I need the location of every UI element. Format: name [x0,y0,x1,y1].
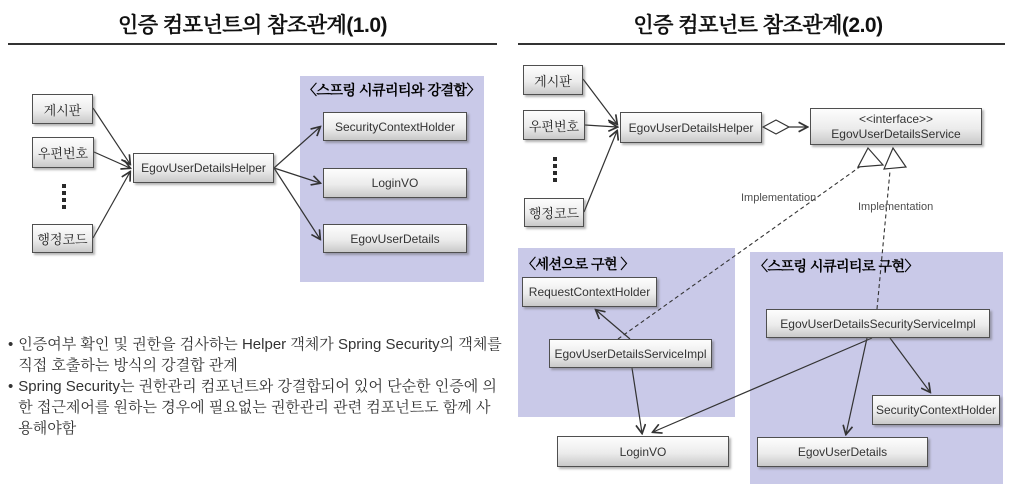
right-client-zipcode: 우편번호 [523,110,585,140]
interface-stereotype: <<interface>> [858,111,934,126]
egov-user-details-service-impl: EgovUserDetailsServiceImpl [549,339,712,368]
implementation-label-1: Implementation [741,192,817,204]
right-security-context-holder: SecurityContextHolder [872,395,1000,425]
right-egov-user-details: EgovUserDetails [757,437,928,467]
left-egov-user-details-helper: EgovUserDetailsHelper [133,153,274,183]
interface-name: EgovUserDetailsService [831,126,961,141]
left-client-admincode: 행정코드 [32,224,93,253]
bullet-marker: • [8,378,14,395]
note-text: Spring Security는 권한관리 컴포넌트와 강결합되어 있어 단순한 인증에 의한 접근제어를 원하는 경우에 필요없는 권한관리 관련 컴포넌트도 함께 사용해야함 [18,378,497,437]
note-text: 인증여부 확인 및 권한을 검사하는 Helper 객체가 Spring Security의 객체를 직접 호출하는 방식의 강결합 관계 [18,336,502,374]
left-panel-title: 인증 컴포넌트의 참조관계(1.0) [118,14,387,37]
realization-triangle-2 [884,148,906,169]
left-title-underline [8,43,497,45]
request-context-holder: RequestContextHolder [522,277,657,307]
right-egov-user-details-helper: EgovUserDetailsHelper [620,112,762,143]
right-client-admincode: 행정코드 [524,198,584,227]
spring-security-impl-group-label: 〈스프링 시큐리티로 구현〉 [754,258,919,274]
right-client-board: 게시판 [523,65,583,95]
note-item [8,334,502,376]
left-security-context-holder: SecurityContextHolder [323,112,467,141]
left-client-board: 게시판 [32,94,93,124]
right-title-underline [518,43,1005,45]
egov-user-details-security-service-impl: EgovUserDetailsSecurityServiceImpl [766,309,990,338]
aggregation-diamond [763,120,789,134]
egov-user-details-service-interface [810,108,982,145]
left-login-vo: LoginVO [323,168,467,198]
left-spring-security-group-label: 〈스프링 시큐리티와 강결합〉 [303,82,481,98]
implementation-label-2: Implementation [858,201,934,213]
left-egov-user-details: EgovUserDetails [323,224,467,253]
right-login-vo: LoginVO [557,436,729,467]
right-panel-title: 인증 컴포넌트 참조관계(2.0) [633,14,883,37]
left-client-zipcode: 우편번호 [32,137,94,168]
session-impl-group-label: 〈세션으로 구현 〉 [522,256,634,272]
realization-triangle-1 [858,148,883,167]
notes-block [8,334,502,439]
bullet-marker: • [8,336,14,353]
note-item [8,376,502,439]
left-vertical-ellipsis-icon [62,184,66,209]
right-vertical-ellipsis-icon [553,157,557,182]
